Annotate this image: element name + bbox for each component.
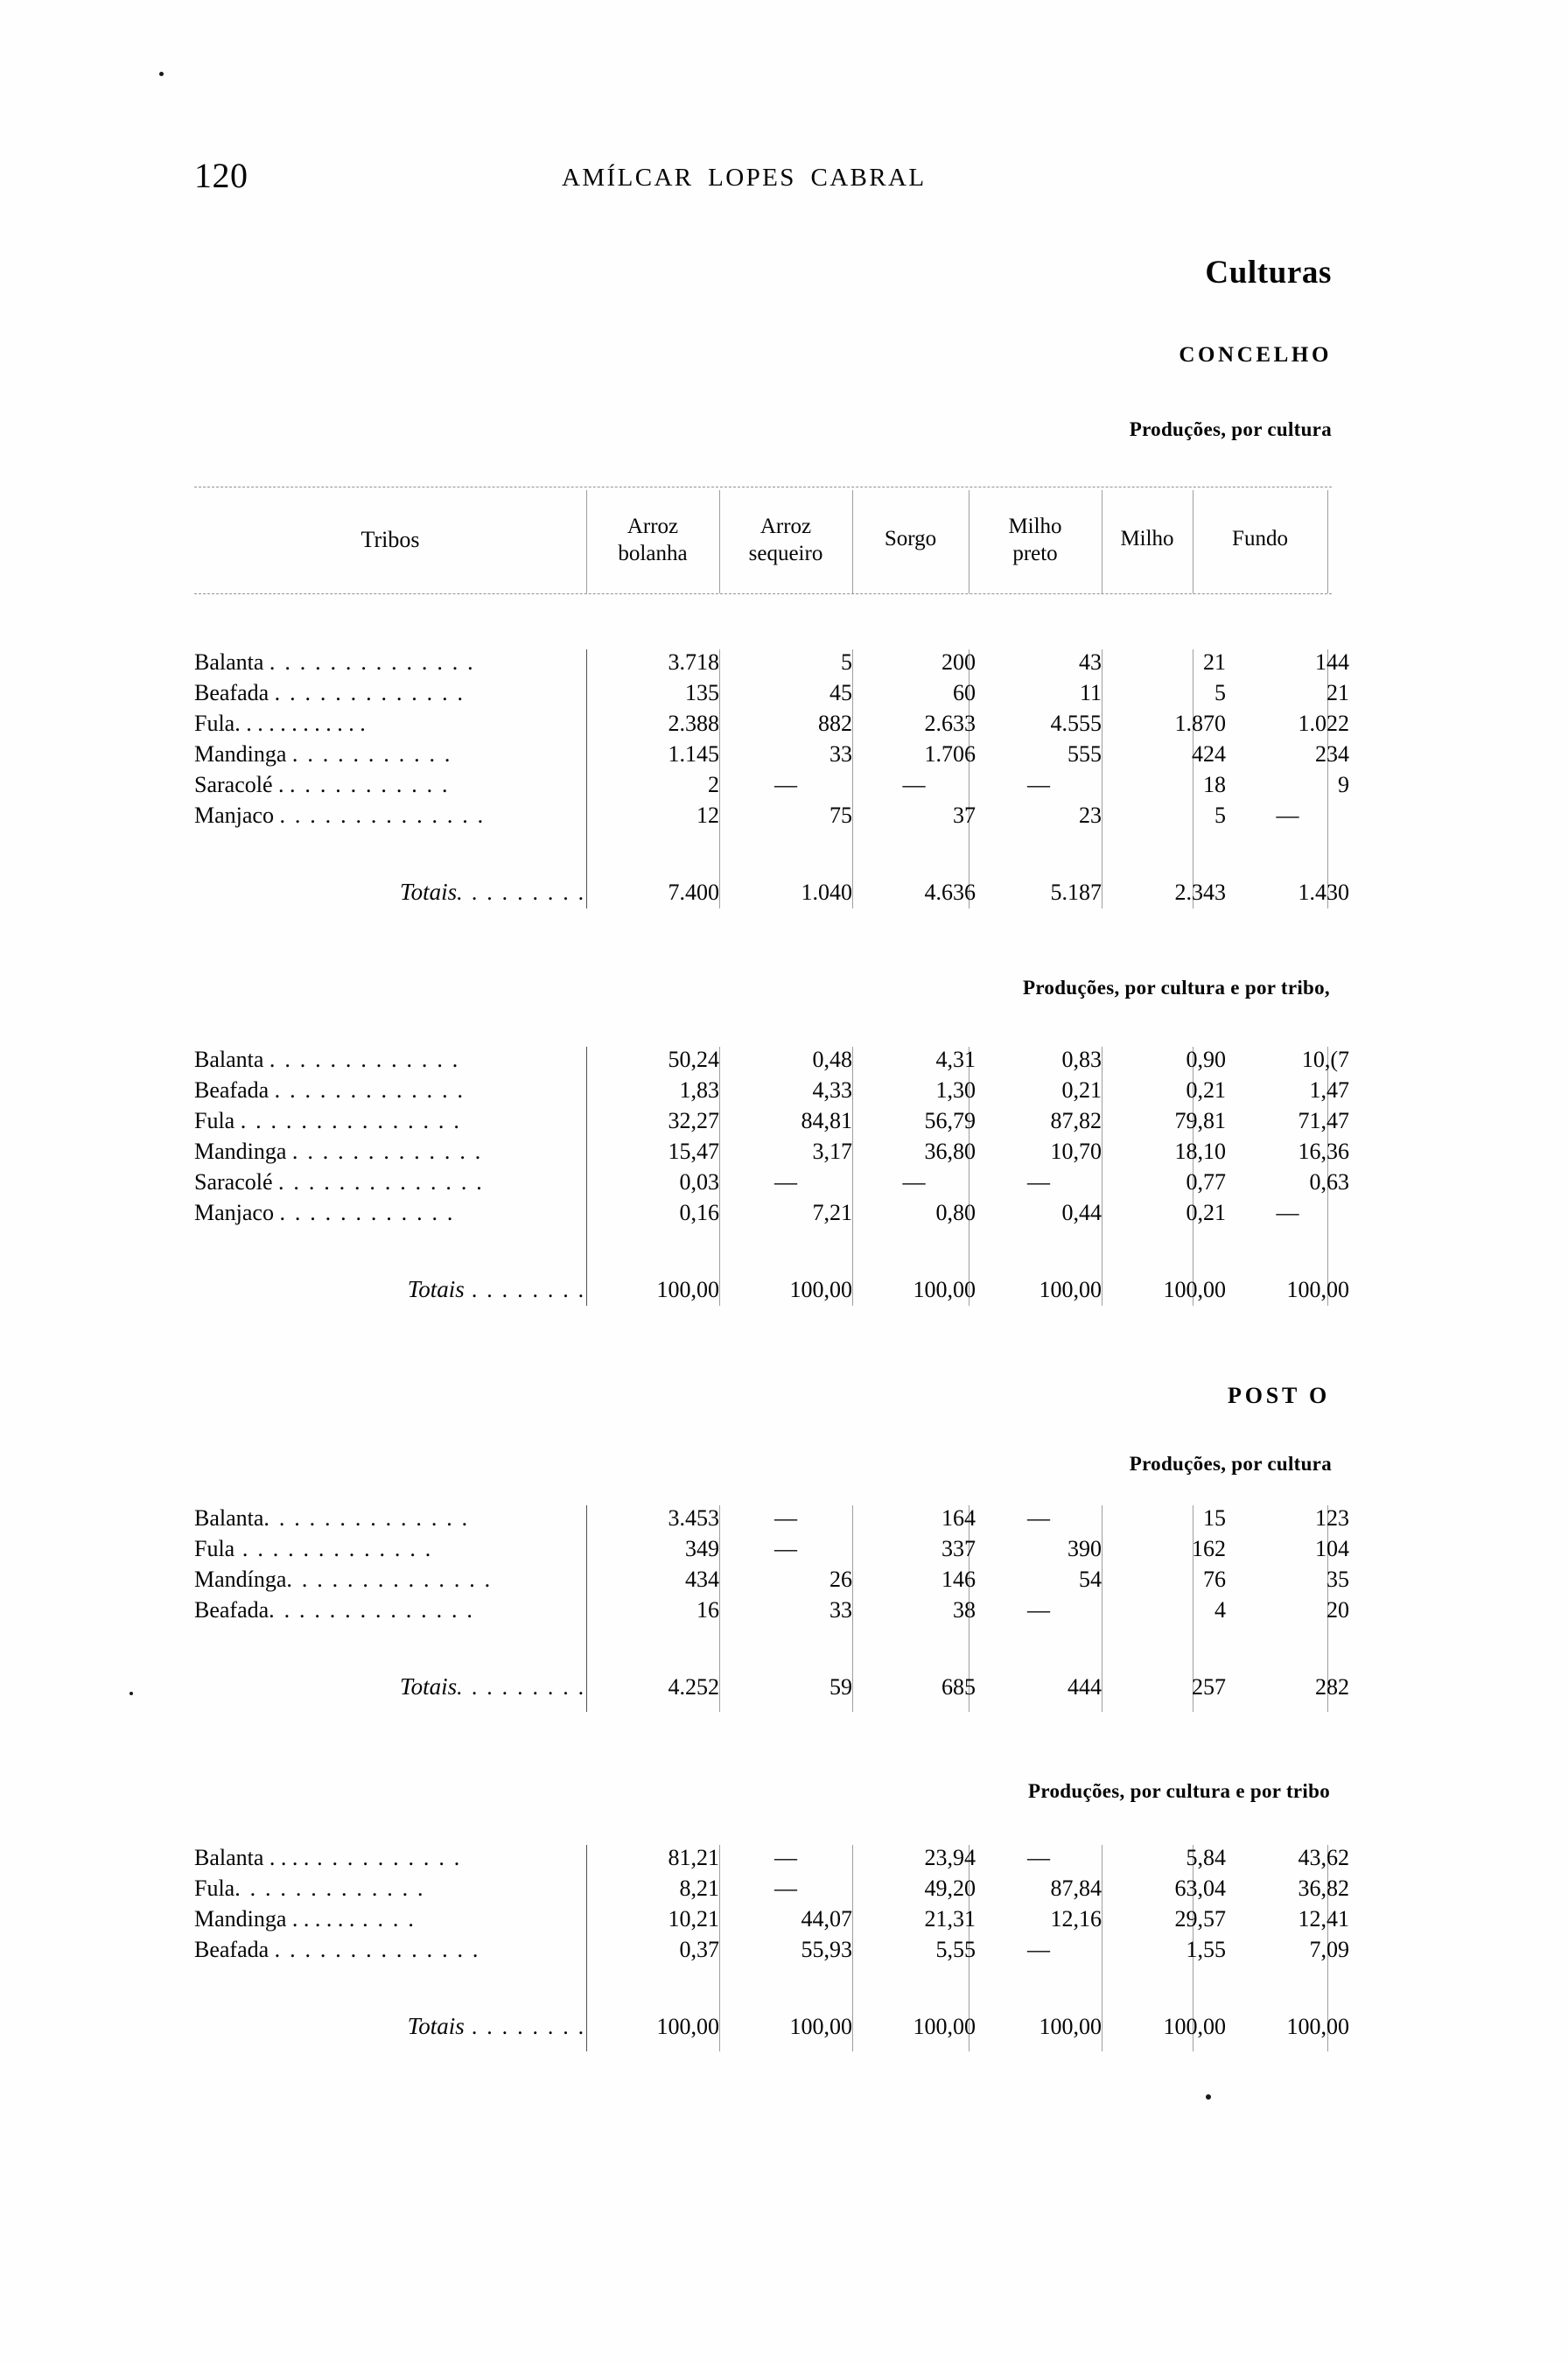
cell-value: 4.555 (1050, 711, 1102, 736)
cell-value: 76 (1203, 1567, 1226, 1592)
table-row (194, 772, 1349, 803)
cell-value: 0,21 (1186, 1077, 1226, 1103)
cell-value: 21 (1203, 649, 1226, 675)
cell-value: 35 (1326, 1567, 1349, 1592)
totals-label (194, 2013, 586, 2044)
cell-value: 1.022 (1298, 711, 1349, 736)
tribe-name: Balanta . . . . (194, 1845, 310, 1870)
cell-value: 123 (1315, 1505, 1349, 1531)
cell-value: 5,55 (935, 1937, 976, 1962)
cell-value: 60 (953, 680, 976, 705)
table-body (194, 649, 1349, 909)
running-title: AMÍLCAR LOPES CABRAL (562, 164, 927, 192)
totals-value: 100,00 (1163, 2014, 1226, 2039)
table-header-band (194, 487, 1332, 600)
cell-value: 87,82 (1050, 1108, 1102, 1133)
tribe-name: Mandinga (194, 1139, 287, 1164)
totals-value: 100,00 (656, 2014, 719, 2039)
leader-dots: . . . . . . . . . . . . . . (278, 1169, 484, 1195)
tribe-name: Beafada (194, 1597, 270, 1623)
column-header-fundo: Fundo (1232, 527, 1288, 550)
table-row (194, 1139, 1349, 1169)
cell-value: — (1027, 1845, 1050, 1870)
cell-value: 44,07 (801, 1906, 852, 1932)
running-head (194, 156, 1374, 196)
cell-value: 1,55 (1186, 1937, 1226, 1962)
caption-producoes-por-cultura-2: Produções, por cultura (1129, 1453, 1332, 1475)
leader-dots: . . . . . . . . . . . . . (274, 680, 466, 705)
cell-value: 10,21 (668, 1906, 719, 1932)
cell-value: — (774, 1845, 797, 1870)
totals-value: 4.636 (924, 880, 976, 905)
column-header-line2: preto (1012, 542, 1058, 565)
cell-value: 0,77 (1186, 1169, 1226, 1195)
totals-value: 100,00 (1286, 1277, 1349, 1302)
cell-value: 33 (830, 741, 852, 767)
tribe-name: Saracolé . (194, 772, 284, 797)
table-block-posto-percentagens (194, 1845, 1349, 2055)
column-header-line1: Arroz (760, 515, 812, 538)
cell-value: 104 (1315, 1536, 1349, 1561)
cell-value: 5 (1214, 680, 1226, 705)
table-row (194, 1077, 1349, 1108)
table-row (194, 1567, 1349, 1597)
tribe-name: Mandinga . . . . . . (194, 1906, 355, 1932)
section-title-culturas: Culturas (1205, 255, 1332, 291)
caption-producoes-por-cultura-1: Produções, por cultura (1129, 418, 1332, 440)
data-table-posto-percentagens (194, 1845, 1349, 2044)
leader-dots: . . . . . . . . . . . . . . (269, 649, 475, 675)
row-label (194, 1200, 586, 1231)
cell-value: 45 (830, 680, 852, 705)
cell-value: 36,80 (924, 1139, 976, 1164)
tribe-name: Balanta (194, 1047, 264, 1072)
cell-value: 23,94 (924, 1845, 976, 1870)
row-label (194, 1047, 586, 1077)
tribe-name: Fula (194, 1108, 235, 1133)
row-label (194, 711, 586, 741)
leader-dots: . . . . . . . . . . . . . (274, 1077, 466, 1103)
cell-value: 55,93 (801, 1937, 852, 1962)
totals-value: 685 (942, 1674, 976, 1700)
leader-dots: . . . . . . . . (464, 1277, 586, 1302)
cell-value: 26 (830, 1567, 852, 1592)
table-row (194, 1505, 1349, 1536)
table-row (194, 1536, 1349, 1567)
leader-dots: . . . . . . . . . . . . . . (274, 1937, 480, 1962)
cell-value: 21 (1326, 680, 1349, 705)
totals-value: 4.252 (668, 1674, 719, 1700)
leader-dots: . . . . . . . . . . (309, 1845, 462, 1870)
cell-value: 434 (685, 1567, 719, 1592)
totals-value: 59 (830, 1674, 852, 1700)
cell-value: 144 (1315, 649, 1349, 675)
totals-label (194, 879, 586, 909)
row-label (194, 1567, 586, 1597)
totals-value: 2.343 (1174, 880, 1226, 905)
cell-value: 87,84 (1050, 1876, 1102, 1901)
totals-value: 100,00 (913, 1277, 976, 1302)
cell-value: 16 (696, 1597, 719, 1623)
leader-dots: . . . . . . . . . . . . . (234, 1876, 425, 1901)
totals-text: Totais (400, 879, 458, 905)
cell-value: — (1276, 803, 1299, 828)
cell-value: 555 (1068, 741, 1102, 767)
cell-value: 0,48 (812, 1047, 852, 1072)
cell-value: 50,24 (668, 1047, 719, 1072)
spacer-row (194, 1628, 1349, 1673)
column-header-line2: bolanha (618, 542, 688, 565)
cell-value: 1.870 (1174, 711, 1226, 736)
cell-value: 2.388 (668, 711, 719, 736)
table-block-posto-producoes (194, 1505, 1349, 1715)
leader-dots: . . . . . . . . . . . . . . (269, 1597, 475, 1623)
table-row (194, 803, 1349, 833)
tribe-name: Manjaco (194, 1200, 274, 1225)
totals-row (194, 1673, 1349, 1704)
row-label (194, 1169, 586, 1200)
cell-value: 424 (1192, 741, 1226, 767)
cell-value: 84,81 (801, 1108, 852, 1133)
totals-row (194, 2013, 1349, 2044)
row-label (194, 772, 586, 803)
totals-value: 7.400 (668, 880, 719, 905)
cell-value: 337 (942, 1536, 976, 1561)
cell-value: 390 (1068, 1536, 1102, 1561)
leader-dots: . . . . . . . . . . . . . . (263, 1505, 470, 1531)
totals-value: 100,00 (1039, 2014, 1102, 2039)
totals-value: 257 (1192, 1674, 1226, 1700)
totals-value: 100,00 (789, 1277, 852, 1302)
leader-dots: . . . . . . . . . . . . (279, 1200, 455, 1225)
cell-value: 9 (1338, 772, 1349, 797)
tribe-name: Mandínga (194, 1567, 287, 1592)
spacer-row (194, 1967, 1349, 2013)
cell-value: 5,84 (1186, 1845, 1226, 1870)
row-label (194, 1139, 586, 1169)
leader-dots: . . . . . . . . . . . . . (269, 1047, 460, 1072)
cell-value: — (774, 1169, 797, 1195)
data-table-concelho-percentagens (194, 1047, 1349, 1307)
caption-producoes-por-cultura-e-tribo-2: Produções, por cultura e por tribo (1028, 1780, 1330, 1802)
cell-value: 12,16 (1050, 1906, 1102, 1932)
column-header-line1: Milho (1008, 515, 1062, 538)
tribe-name: Balanta (194, 649, 264, 675)
totals-value: 100,00 (656, 1277, 719, 1302)
cell-value: — (1276, 1200, 1299, 1225)
cell-value: 63,04 (1174, 1876, 1226, 1901)
table-row (194, 1906, 1349, 1937)
table-row (194, 649, 1349, 680)
totals-value: 282 (1315, 1674, 1349, 1700)
cell-value: 2 (708, 772, 719, 797)
cell-value: 43,62 (1298, 1845, 1349, 1870)
cell-value: 1.145 (668, 741, 719, 767)
cell-value: 1,47 (1309, 1077, 1349, 1103)
cell-value: 0,37 (679, 1937, 719, 1962)
tribe-name: Saracolé (194, 1169, 273, 1195)
cell-value: 7,21 (812, 1200, 852, 1225)
cell-value: 32,27 (668, 1108, 719, 1133)
tribe-name: Balanta (194, 1505, 264, 1531)
cell-value: — (1027, 1505, 1050, 1531)
row-label (194, 1505, 586, 1536)
cell-value: 1,30 (935, 1077, 976, 1103)
cell-value: 0,83 (1061, 1047, 1102, 1072)
cell-value: 37 (953, 803, 976, 828)
cell-value: 0,21 (1186, 1200, 1226, 1225)
cell-value: 0,44 (1061, 1200, 1102, 1225)
row-label (194, 649, 586, 680)
cell-value: 38 (953, 1597, 976, 1623)
cell-value: 18 (1203, 772, 1226, 797)
cell-value: 3.718 (668, 649, 719, 675)
cell-value: — (774, 1876, 797, 1901)
row-label (194, 741, 586, 772)
cell-value: 11 (1079, 680, 1102, 705)
table-block-concelho-percentagens (194, 1047, 1349, 1309)
cell-value: 162 (1192, 1536, 1226, 1561)
totals-value: 100,00 (913, 2014, 976, 2039)
cell-value: 16,36 (1298, 1139, 1349, 1164)
cell-value: 23 (1079, 803, 1102, 828)
cell-value: 5 (841, 649, 852, 675)
cell-value: 56,79 (924, 1108, 976, 1133)
row-label (194, 1845, 586, 1876)
cell-value: 4,33 (812, 1077, 852, 1103)
cell-value: — (1027, 1597, 1050, 1623)
row-label (194, 1937, 586, 1967)
totals-value: 100,00 (1039, 1277, 1102, 1302)
scan-speck (159, 72, 164, 76)
totals-value: 1.040 (801, 880, 852, 905)
cell-value: 12 (696, 803, 719, 828)
cell-value: 71,47 (1298, 1108, 1349, 1133)
cell-value: 20 (1326, 1597, 1349, 1623)
cell-value: 0,21 (1061, 1077, 1102, 1103)
table-row (194, 1200, 1349, 1231)
cell-value: — (774, 1505, 797, 1531)
totals-value: 100,00 (789, 2014, 852, 2039)
row-label (194, 1077, 586, 1108)
table-block-concelho-producoes (194, 649, 1349, 912)
cell-value: 15 (1203, 1505, 1226, 1531)
table-row (194, 741, 1349, 772)
tribe-name: Beafada (194, 1937, 270, 1962)
cell-value: — (1027, 1169, 1050, 1195)
column-header-tribos: Tribos (360, 527, 420, 552)
cell-value: 29,57 (1174, 1906, 1226, 1932)
cell-value: 0,80 (935, 1200, 976, 1225)
cell-value: 1.706 (924, 741, 976, 767)
cell-value: 18,10 (1174, 1139, 1226, 1164)
totals-value: 444 (1068, 1674, 1102, 1700)
table-row (194, 711, 1349, 741)
table-row (194, 680, 1349, 711)
cell-value: — (774, 772, 797, 797)
cell-value: 349 (685, 1536, 719, 1561)
tribe-name: Beafada (194, 680, 270, 705)
tribe-name: Fula. . . . . . . . . . . . (194, 711, 366, 736)
cell-value: 164 (942, 1505, 976, 1531)
cell-value: 135 (685, 680, 719, 705)
cell-value: 0,63 (1309, 1169, 1349, 1195)
table-body (194, 1505, 1349, 1704)
cell-value: — (1027, 1937, 1050, 1962)
table-row (194, 1169, 1349, 1200)
cell-value: — (774, 1536, 797, 1561)
cell-value: 7,09 (1309, 1937, 1349, 1962)
scan-speck (130, 1692, 133, 1695)
cell-value: 0,16 (679, 1200, 719, 1225)
section-subtitle-posto: POST O (1228, 1383, 1330, 1408)
table-row (194, 1937, 1349, 1967)
row-label (194, 803, 586, 833)
cell-value: 10,70 (1050, 1139, 1102, 1164)
scan-speck (1206, 2094, 1211, 2100)
leader-dots: . . . . . . . . . (457, 1674, 586, 1700)
row-label (194, 1108, 586, 1139)
cell-value: 21,31 (924, 1906, 976, 1932)
column-header-line1: Arroz (626, 515, 679, 538)
cell-value: 10,(7 (1301, 1047, 1349, 1072)
cell-value: 75 (830, 803, 852, 828)
totals-text: Totais (407, 1276, 465, 1302)
leader-dots: . . . . . . . . . . . . . . (286, 1567, 493, 1592)
data-table-concelho-producoes (194, 649, 1349, 909)
row-label (194, 1906, 586, 1937)
totals-value: 100,00 (1163, 1277, 1226, 1302)
cell-value: 200 (942, 649, 976, 675)
totals-text: Totais (407, 2013, 465, 2039)
cell-value: 0,90 (1186, 1047, 1226, 1072)
leader-dots: . . . . . . . . . . . . . (291, 1139, 483, 1164)
cell-value: 12,41 (1298, 1906, 1349, 1932)
totals-label (194, 1276, 586, 1307)
tribe-name: Mandinga (194, 741, 287, 767)
caption-producoes-por-cultura-e-tribo-1: Produções, por cultura e por tribo, (1022, 977, 1330, 999)
cell-value: 8,21 (679, 1876, 719, 1901)
cell-value: 15,47 (668, 1139, 719, 1164)
spacer-row (194, 833, 1349, 879)
cell-value: 3.453 (668, 1505, 719, 1531)
column-header-line2: sequeiro (748, 542, 823, 565)
totals-row (194, 879, 1349, 909)
column-header-sorgo: Sorgo (884, 527, 937, 550)
leader-dots: . . . . . . . . (464, 2014, 586, 2039)
totals-label (194, 1673, 586, 1704)
cell-value: 0,03 (679, 1169, 719, 1195)
row-label (194, 1597, 586, 1628)
table-row (194, 1876, 1349, 1906)
tribe-name: Fula (194, 1536, 235, 1561)
tribe-name: Manjaco (194, 803, 274, 828)
leader-dots: . . . . . . . . . . . (290, 772, 450, 797)
cell-value: 4 (1214, 1597, 1226, 1623)
cell-value: 33 (830, 1597, 852, 1623)
cell-value: 3,17 (812, 1139, 852, 1164)
totals-value: 100,00 (1286, 2014, 1349, 2039)
spacer-row (194, 1231, 1349, 1276)
tribe-name: Beafada (194, 1077, 270, 1103)
data-table-posto-producoes (194, 1505, 1349, 1704)
totals-value: 1.430 (1298, 880, 1349, 905)
totals-value: 5.187 (1050, 880, 1102, 905)
leader-dots: . . . . . . . . . . . . . . . (240, 1108, 462, 1133)
leader-dots: . . . . . . . . . . . (291, 741, 452, 767)
leader-dots: . . . . . . . . . . . . . (234, 1536, 433, 1561)
table-row (194, 1597, 1349, 1628)
cell-value: 4,31 (935, 1047, 976, 1072)
totals-row (194, 1276, 1349, 1307)
table-row (194, 1047, 1349, 1077)
cell-value: 146 (942, 1567, 976, 1592)
cell-value: 1,83 (679, 1077, 719, 1103)
table-body (194, 1047, 1349, 1307)
cell-value: 54 (1079, 1567, 1102, 1592)
cell-value: 79,81 (1174, 1108, 1226, 1133)
cell-value: 5 (1214, 803, 1226, 828)
tribe-name: Fula (194, 1876, 235, 1901)
leader-dots: . . . . (354, 1906, 416, 1932)
totals-text: Totais (400, 1673, 458, 1700)
table-row (194, 1845, 1349, 1876)
cell-value: 49,20 (924, 1876, 976, 1901)
cell-value: 36,82 (1298, 1876, 1349, 1901)
column-header-milho-preto (969, 513, 1102, 567)
row-label (194, 1536, 586, 1567)
cell-value: — (902, 772, 926, 797)
cell-value: 43 (1079, 649, 1102, 675)
page-number: 120 (194, 156, 248, 195)
column-header-arroz-sequeiro (719, 513, 852, 567)
leader-dots: . . . . . . . . . . . . . . (279, 803, 486, 828)
leader-dots: . . . . . . . . . (457, 880, 586, 905)
cell-value: 882 (818, 711, 852, 736)
section-subtitle-concelho: CONCELHO (1179, 343, 1332, 367)
column-header-milho: Milho (1120, 527, 1174, 550)
row-label (194, 680, 586, 711)
cell-value: 234 (1315, 741, 1349, 767)
table-body (194, 1845, 1349, 2044)
table-row (194, 1108, 1349, 1139)
cell-value: — (1027, 772, 1050, 797)
row-label (194, 1876, 586, 1906)
column-header-arroz-bolanha (586, 513, 719, 567)
cell-value: 81,21 (668, 1845, 719, 1870)
cell-value: 2.633 (924, 711, 976, 736)
cell-value: — (902, 1169, 926, 1195)
